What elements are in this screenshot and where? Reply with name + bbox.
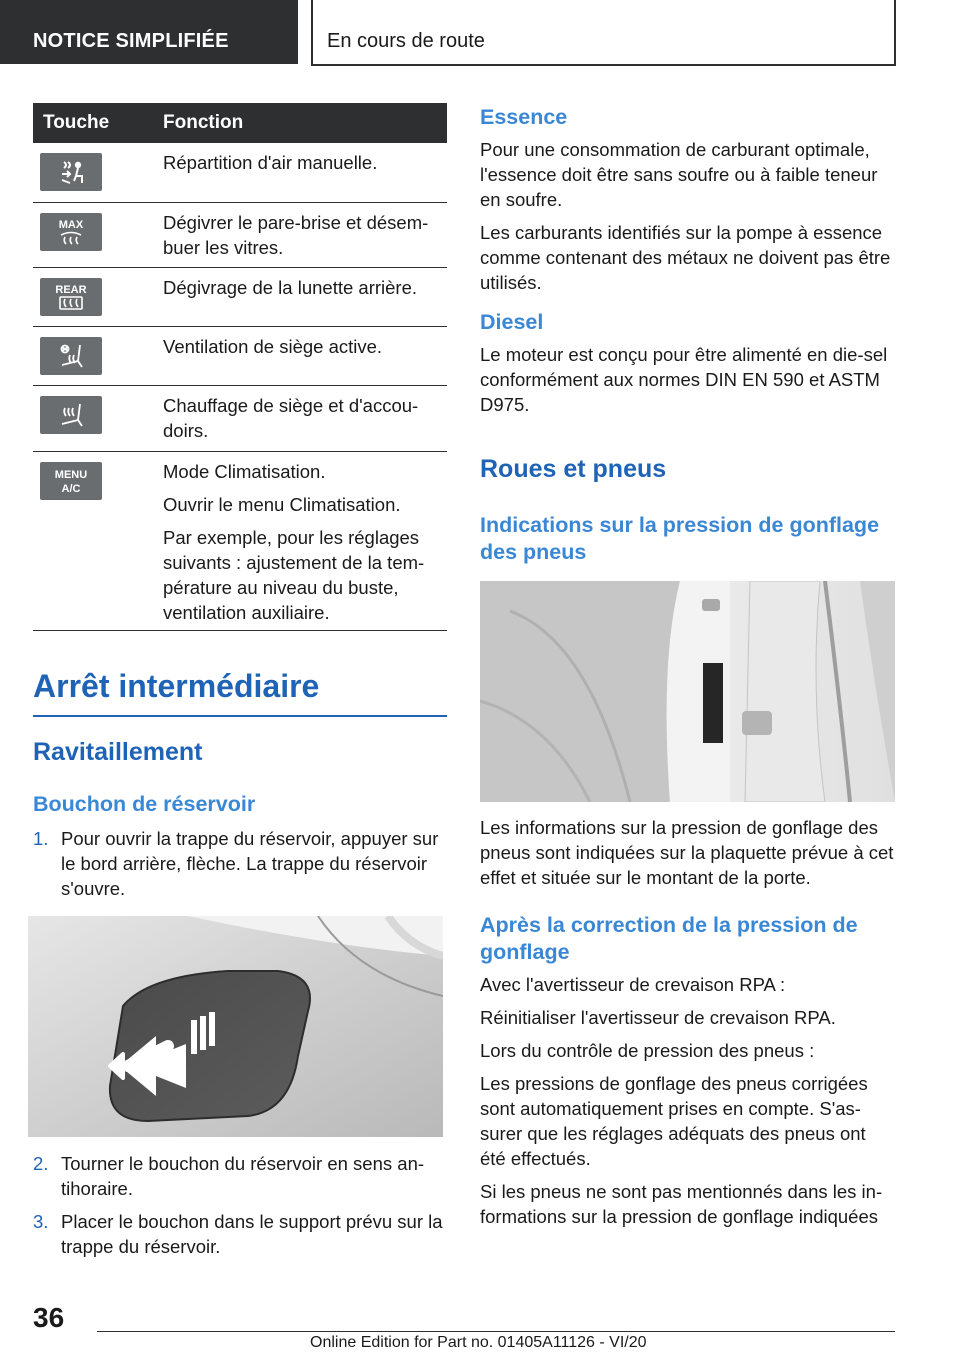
menu-ac-icon [40,462,102,500]
heading-ravitaillement: Ravitaillement [33,738,203,766]
paragraph: Le moteur est conçu pour être alimenté en die-sel conformément aux normes DIN EN 590 et ASTM D975. [480,344,888,415]
table-cell-function: Dégivrage de la lunette arrière. [163,277,418,298]
table-row [33,268,447,327]
svg-text:MENU: MENU [54,469,88,481]
heading-indications-pression: Indications sur la pression de gonflage des pneus [480,513,880,564]
table-cell-function: Mode Climatisation. Ouvrir le menu Climatisation. Par exemple, pour les réglages suivants : ajustement de la tem-pérature au niveau du buste, ventilation auxiliaire. [163,461,425,623]
right-column-fuel [480,104,894,425]
table-header [33,103,447,143]
heading-roues-pneus: Roues et pneus [480,455,667,483]
heading-apres-correction: Après la correction de la pression de gonflage [480,913,858,964]
header-chapter-tab: En cours de route [311,0,896,66]
table-cell-function: Dégivrer le pare-brise et désem-buer les vitres. [163,212,429,258]
table-cell-function: Ventilation de siège active. [163,336,383,357]
paragraph: Avec l'avertisseur de crevaison RPA : [480,974,786,995]
header-section-tab: NOTICE SIMPLIFIÉE [0,0,298,64]
function-table [33,103,447,631]
table-header-key: Touche [43,112,110,133]
svg-text:MAX: MAX [58,219,84,231]
heading-bouchon-reservoir: Bouchon de réservoir [33,792,256,816]
heading-diesel: Diesel [480,310,544,334]
table-row [33,143,447,203]
table-row [33,203,447,268]
paragraph: Les carburants identifiés sur la pompe à essence comme contenant des métaux ne doivent pas être utilisés. [480,222,891,293]
table-header-function: Fonction [163,112,244,133]
rear-defrost-icon [40,278,102,316]
heading-arret-intermediaire: Arrêt intermédiaire [33,668,447,717]
max-defrost-icon [40,213,102,251]
list-item: 1. Pour ouvrir la trappe du réservoir, appuyer sur le bord arrière, flèche. La trappe du réservoir s'ouvre. [33,828,439,899]
right-column-pressure [480,815,894,1237]
list-item: 2. Tourner le bouchon du réservoir en sens an-tihoraire. [33,1153,425,1199]
seat-ventilation-icon [40,337,102,375]
paragraph: Lors du contrôle de pression des pneus : [480,1040,815,1061]
footer-divider [97,1331,895,1332]
table-row [33,327,447,386]
paragraph: Les pressions de gonflage des pneus corrigées sont automatiquement prises en compte. S'as-surer que les réglages adéquats des pneus ont été effectués. [480,1073,868,1169]
svg-text:A/C: A/C [61,483,81,495]
list-item: 3. Placer le bouchon dans le support prévu sur la trappe du réservoir. [33,1211,443,1257]
paragraph: Les informations sur la pression de gonflage des pneus sont indiquées sur la plaquette prévue à cet effet et située sur le montant de la porte. [480,817,894,888]
table-cell-function: Chauffage de siège et d'accou-doirs. [163,395,419,441]
fuel-flap-image [28,916,443,1137]
table-cell-function: Répartition d'air manuelle. [163,152,378,173]
air-distribution-icon [40,153,102,191]
seat-heating-icon [40,396,102,434]
footer-edition: Online Edition for Part no. 01405A11126 - VI/20 [310,1334,647,1351]
paragraph: Réinitialiser l'avertisseur de crevaison RPA. [480,1007,836,1028]
door-pillar-image [480,581,895,802]
table-row [33,452,447,631]
paragraph: Pour une consommation de carburant optimale, l'essence doit être sans soufre ou à faible teneur en soufre. [480,139,878,210]
page-number: 36 [33,1302,65,1333]
paragraph: Si les pneus ne sont pas mentionnés dans les in-formations sur la pression de gonflage indiquées [480,1181,883,1227]
svg-text:REAR: REAR [55,284,87,296]
heading-essence: Essence [480,105,568,129]
table-row [33,386,447,452]
